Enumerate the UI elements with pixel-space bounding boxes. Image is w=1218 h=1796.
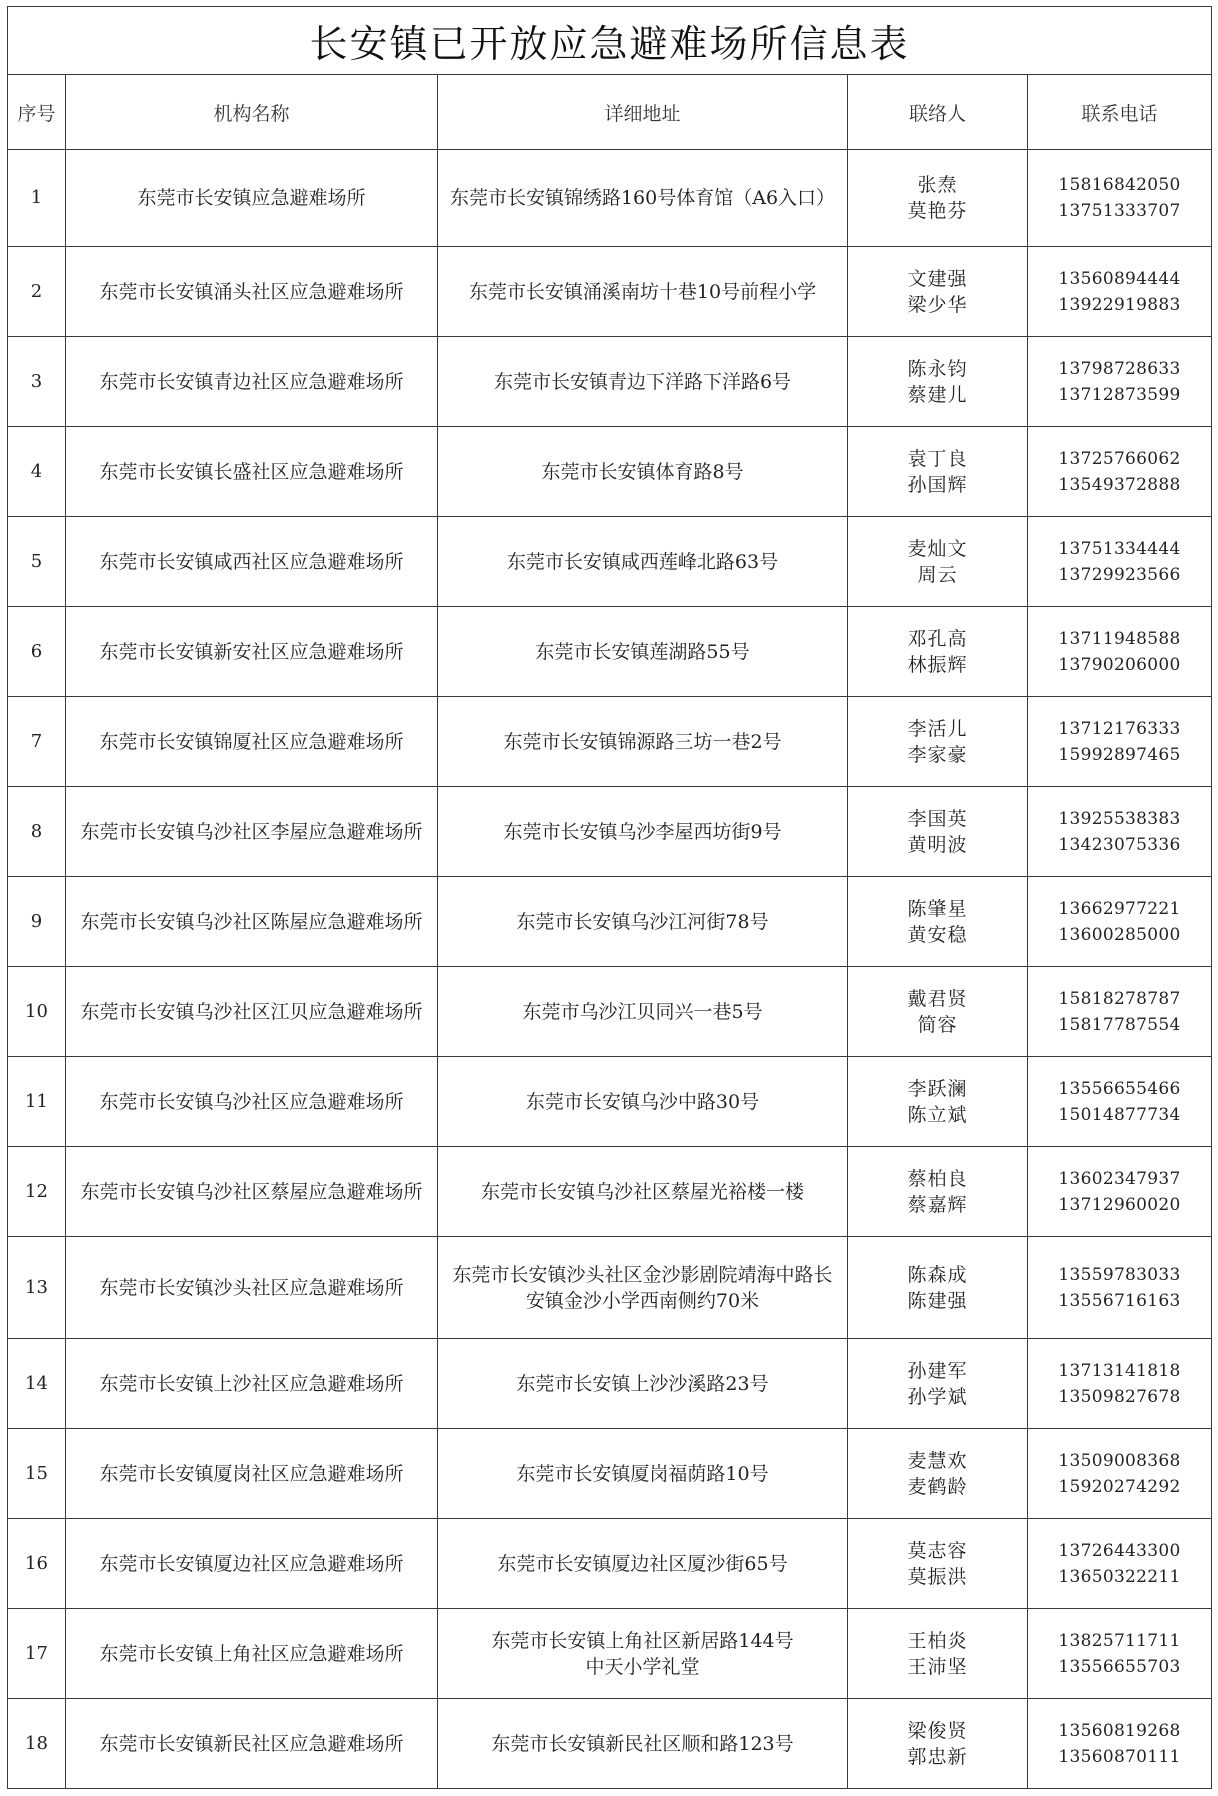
address-line: 东莞市长安镇厦岗福荫路10号 [516, 1462, 769, 1485]
phone-number: 13713141818 [1058, 1360, 1181, 1381]
cell-phone [1028, 1057, 1212, 1147]
cell-address [438, 787, 848, 877]
phone-number: 13509008368 [1058, 1450, 1181, 1471]
contact-name: 王沛坚 [907, 1655, 968, 1678]
cell-phone [1028, 1609, 1212, 1699]
cell-index: 2 [8, 247, 66, 337]
cell-address [438, 427, 848, 517]
phone-number: 13751333707 [1058, 201, 1181, 221]
contact-name: 孙国辉 [907, 473, 968, 496]
contact-name: 林振辉 [907, 653, 968, 676]
cell-contact [848, 1609, 1028, 1699]
cell-contact [848, 1339, 1028, 1429]
cell-contact [848, 1429, 1028, 1519]
table-row [8, 1609, 1212, 1699]
cell-index: 17 [8, 1609, 66, 1699]
address-line: 东莞市长安镇上角社区新居路144号 [491, 1629, 794, 1652]
contact-name: 麦慧欢 [907, 1449, 968, 1472]
contact-name: 邓孔高 [907, 627, 968, 650]
contact-name: 孙建军 [907, 1359, 968, 1382]
phone-number: 13650322211 [1058, 1566, 1181, 1587]
table-row [8, 1237, 1212, 1339]
table-row [8, 607, 1212, 697]
cell-contact [848, 877, 1028, 967]
phone-number: 13556655466 [1058, 1078, 1181, 1099]
cell-org-name: 东莞市长安镇长盛社区应急避难场所 [66, 427, 438, 517]
cell-address [438, 517, 848, 607]
contact-name: 张焘 [917, 174, 958, 196]
phone-number: 15920274292 [1058, 1476, 1181, 1497]
contact-name: 李家豪 [907, 743, 968, 766]
phone-number: 13790206000 [1058, 654, 1181, 675]
contact-name: 黄安稳 [907, 923, 968, 946]
phone-number: 13509827678 [1058, 1386, 1181, 1407]
phone-number: 15014877734 [1058, 1104, 1181, 1125]
header-org-name: 机构名称 [66, 75, 438, 150]
contact-name: 陈森成 [907, 1263, 968, 1286]
contact-name: 简容 [917, 1013, 958, 1036]
cell-org-name: 东莞市长安镇乌沙社区李屋应急避难场所 [66, 787, 438, 877]
cell-org-name: 东莞市长安镇乌沙社区陈屋应急避难场所 [66, 877, 438, 967]
phone-number: 13729923566 [1058, 564, 1181, 585]
contact-name: 陈永钧 [907, 357, 968, 380]
cell-org-name: 东莞市长安镇咸西社区应急避难场所 [66, 517, 438, 607]
contact-name: 孙学斌 [907, 1385, 968, 1408]
address-line: 东莞市长安镇乌沙社区蔡屋光裕楼一楼 [480, 1180, 804, 1203]
cell-address [438, 1519, 848, 1609]
cell-org-name: 东莞市长安镇新民社区应急避难场所 [66, 1699, 438, 1789]
cell-address [438, 967, 848, 1057]
address-line: 东莞市长安镇厦边社区厦沙街65号 [497, 1552, 788, 1575]
cell-index: 1 [8, 150, 66, 247]
cell-org-name: 东莞市长安镇乌沙社区江贝应急避难场所 [66, 967, 438, 1057]
cell-org-name: 东莞市长安镇厦岗社区应急避难场所 [66, 1429, 438, 1519]
address-line: 东莞市长安镇乌沙江河街78号 [516, 910, 769, 933]
cell-contact [848, 607, 1028, 697]
address-line: 东莞市长安镇上沙沙溪路23号 [516, 1372, 769, 1395]
phone-number: 13560819268 [1058, 1720, 1181, 1741]
phone-number: 13602347937 [1058, 1168, 1181, 1189]
table-row [8, 1519, 1212, 1609]
header-phone: 联系电话 [1028, 75, 1212, 150]
cell-org-name: 东莞市长安镇乌沙社区蔡屋应急避难场所 [66, 1147, 438, 1237]
cell-contact [848, 787, 1028, 877]
cell-index: 9 [8, 877, 66, 967]
phone-number: 13556655703 [1058, 1656, 1181, 1677]
phone-number: 13712960020 [1058, 1194, 1181, 1215]
contact-name: 蔡柏良 [907, 1167, 968, 1190]
contact-name: 李跃澜 [907, 1077, 968, 1100]
table-row [8, 337, 1212, 427]
cell-address [438, 1699, 848, 1789]
shelter-info-sheet [7, 6, 1211, 1790]
cell-address [438, 1237, 848, 1339]
cell-phone [1028, 1699, 1212, 1789]
cell-index: 18 [8, 1699, 66, 1789]
phone-number: 13712873599 [1058, 384, 1181, 405]
table-row [8, 150, 1212, 247]
address-line: 东莞市乌沙江贝同兴一巷5号 [522, 1000, 763, 1023]
cell-contact [848, 337, 1028, 427]
address-line: 东莞市长安镇乌沙中路30号 [525, 1090, 760, 1113]
phone-number: 13559783033 [1058, 1264, 1181, 1285]
cell-address [438, 1057, 848, 1147]
cell-org-name: 东莞市长安镇锦厦社区应急避难场所 [66, 697, 438, 787]
shelter-table [7, 6, 1212, 1789]
contact-name: 李国英 [907, 807, 968, 830]
phone-number: 15816842050 [1058, 175, 1181, 195]
cell-address [438, 1147, 848, 1237]
cell-address [438, 877, 848, 967]
cell-contact [848, 697, 1028, 787]
phone-number: 13725766062 [1058, 448, 1181, 469]
contact-name: 陈建强 [907, 1289, 968, 1312]
header-index: 序号 [8, 75, 66, 150]
cell-contact [848, 150, 1028, 247]
cell-index: 6 [8, 607, 66, 697]
header-contact: 联络人 [848, 75, 1028, 150]
cell-contact [848, 1147, 1028, 1237]
cell-contact [848, 1699, 1028, 1789]
contact-name: 文建强 [907, 267, 968, 290]
cell-phone [1028, 247, 1212, 337]
cell-phone [1028, 1429, 1212, 1519]
contact-name: 陈肇星 [907, 897, 968, 920]
cell-index: 3 [8, 337, 66, 427]
phone-number: 13560870111 [1058, 1746, 1181, 1767]
cell-org-name: 东莞市长安镇厦边社区应急避难场所 [66, 1519, 438, 1609]
cell-org-name: 东莞市长安镇上角社区应急避难场所 [66, 1609, 438, 1699]
cell-index: 16 [8, 1519, 66, 1609]
header-address: 详细地址 [438, 75, 848, 150]
cell-contact [848, 1057, 1028, 1147]
contact-name: 蔡建儿 [907, 383, 968, 406]
contact-name: 蔡嘉辉 [907, 1193, 968, 1216]
address-line: 东莞市长安镇体育路8号 [541, 460, 744, 483]
cell-index: 10 [8, 967, 66, 1057]
phone-number: 13711948588 [1058, 628, 1181, 649]
table-row [8, 517, 1212, 607]
cell-phone [1028, 517, 1212, 607]
cell-address [438, 1609, 848, 1699]
cell-index: 12 [8, 1147, 66, 1237]
contact-name: 黄明波 [907, 833, 968, 856]
cell-org-name: 东莞市长安镇应急避难场所 [66, 150, 438, 247]
table-row [8, 1699, 1212, 1789]
cell-org-name: 东莞市长安镇涌头社区应急避难场所 [66, 247, 438, 337]
cell-index: 5 [8, 517, 66, 607]
cell-address [438, 607, 848, 697]
page-title: 长安镇已开放应急避难场所信息表 [8, 7, 1212, 75]
cell-contact [848, 517, 1028, 607]
phone-number: 15818278787 [1058, 988, 1181, 1009]
cell-org-name: 东莞市长安镇乌沙社区应急避难场所 [66, 1057, 438, 1147]
table-row [8, 787, 1212, 877]
table-row [8, 1429, 1212, 1519]
phone-number: 13751334444 [1058, 538, 1181, 559]
table-row [8, 1057, 1212, 1147]
cell-address [438, 150, 848, 247]
cell-phone [1028, 787, 1212, 877]
cell-contact [848, 247, 1028, 337]
contact-name: 李活儿 [907, 717, 968, 740]
cell-index: 4 [8, 427, 66, 517]
cell-address [438, 1429, 848, 1519]
cell-index: 11 [8, 1057, 66, 1147]
contact-name: 莫艳芬 [907, 200, 968, 222]
cell-phone [1028, 150, 1212, 247]
cell-contact [848, 1519, 1028, 1609]
phone-number: 13726443300 [1058, 1540, 1181, 1561]
address-line: 东莞市长安镇沙头社区金沙影剧院靖海中路长 [452, 1263, 833, 1286]
phone-number: 13922919883 [1058, 294, 1181, 315]
table-row [8, 697, 1212, 787]
address-line: 东莞市长安镇涌溪南坊十巷10号前程小学 [468, 280, 817, 303]
cell-contact [848, 427, 1028, 517]
phone-number: 13825711711 [1058, 1630, 1181, 1651]
address-line: 东莞市长安镇咸西莲峰北路63号 [506, 550, 779, 573]
contact-name: 周云 [917, 563, 958, 586]
cell-org-name: 东莞市长安镇上沙社区应急避难场所 [66, 1339, 438, 1429]
phone-number: 13423075336 [1058, 834, 1181, 855]
contact-name: 莫志容 [907, 1539, 968, 1562]
contact-name: 莫振洪 [907, 1565, 968, 1588]
contact-name: 麦鹤龄 [907, 1475, 968, 1498]
address-line: 中天小学礼堂 [585, 1655, 700, 1678]
cell-address [438, 247, 848, 337]
cell-index: 13 [8, 1237, 66, 1339]
contact-name: 麦灿文 [907, 537, 968, 560]
phone-number: 15817787554 [1058, 1014, 1181, 1035]
table-row [8, 877, 1212, 967]
phone-number: 15992897465 [1058, 744, 1181, 765]
phone-number: 13662977221 [1058, 898, 1181, 919]
address-line: 东莞市长安镇锦绣路160号体育馆（A6入口） [449, 187, 836, 209]
contact-name: 梁少华 [907, 293, 968, 316]
cell-contact [848, 967, 1028, 1057]
contact-name: 郭忠新 [907, 1745, 968, 1768]
table-row [8, 427, 1212, 517]
phone-number: 13560894444 [1058, 268, 1181, 289]
address-line: 东莞市长安镇新民社区顺和路123号 [491, 1732, 794, 1755]
address-line: 东莞市长安镇锦源路三坊一巷2号 [503, 730, 782, 753]
address-line: 东莞市长安镇乌沙李屋西坊街9号 [503, 820, 782, 843]
cell-address [438, 337, 848, 427]
contact-name: 戴君贤 [907, 987, 968, 1010]
cell-phone [1028, 697, 1212, 787]
cell-address [438, 697, 848, 787]
cell-phone [1028, 1237, 1212, 1339]
cell-org-name: 东莞市长安镇新安社区应急避难场所 [66, 607, 438, 697]
cell-index: 15 [8, 1429, 66, 1519]
phone-number: 13712176333 [1058, 718, 1181, 739]
contact-name: 袁丁良 [907, 447, 968, 470]
contact-name: 王柏炎 [907, 1629, 968, 1652]
table-row [8, 247, 1212, 337]
address-line: 东莞市长安镇莲湖路55号 [535, 640, 750, 663]
contact-name: 陈立斌 [907, 1103, 968, 1126]
cell-address [438, 1339, 848, 1429]
address-line: 安镇金沙小学西南侧约70米 [525, 1289, 760, 1312]
table-header-row [8, 75, 1212, 150]
cell-index: 7 [8, 697, 66, 787]
cell-phone [1028, 967, 1212, 1057]
cell-org-name: 东莞市长安镇青边社区应急避难场所 [66, 337, 438, 427]
cell-index: 8 [8, 787, 66, 877]
cell-phone [1028, 427, 1212, 517]
cell-phone [1028, 1519, 1212, 1609]
address-line: 东莞市长安镇青边下洋路下洋路6号 [493, 370, 792, 393]
phone-number: 13600285000 [1058, 924, 1181, 945]
contact-name: 梁俊贤 [907, 1719, 968, 1742]
phone-number: 13549372888 [1058, 474, 1181, 495]
phone-number: 13798728633 [1058, 358, 1181, 379]
cell-phone [1028, 607, 1212, 697]
cell-phone [1028, 1339, 1212, 1429]
table-row [8, 1339, 1212, 1429]
cell-index: 14 [8, 1339, 66, 1429]
cell-org-name: 东莞市长安镇沙头社区应急避难场所 [66, 1237, 438, 1339]
cell-phone [1028, 1147, 1212, 1237]
cell-phone [1028, 337, 1212, 427]
phone-number: 13556716163 [1058, 1290, 1181, 1311]
phone-number: 13925538383 [1058, 808, 1181, 829]
cell-contact [848, 1237, 1028, 1339]
cell-phone [1028, 877, 1212, 967]
table-row [8, 967, 1212, 1057]
table-row [8, 1147, 1212, 1237]
